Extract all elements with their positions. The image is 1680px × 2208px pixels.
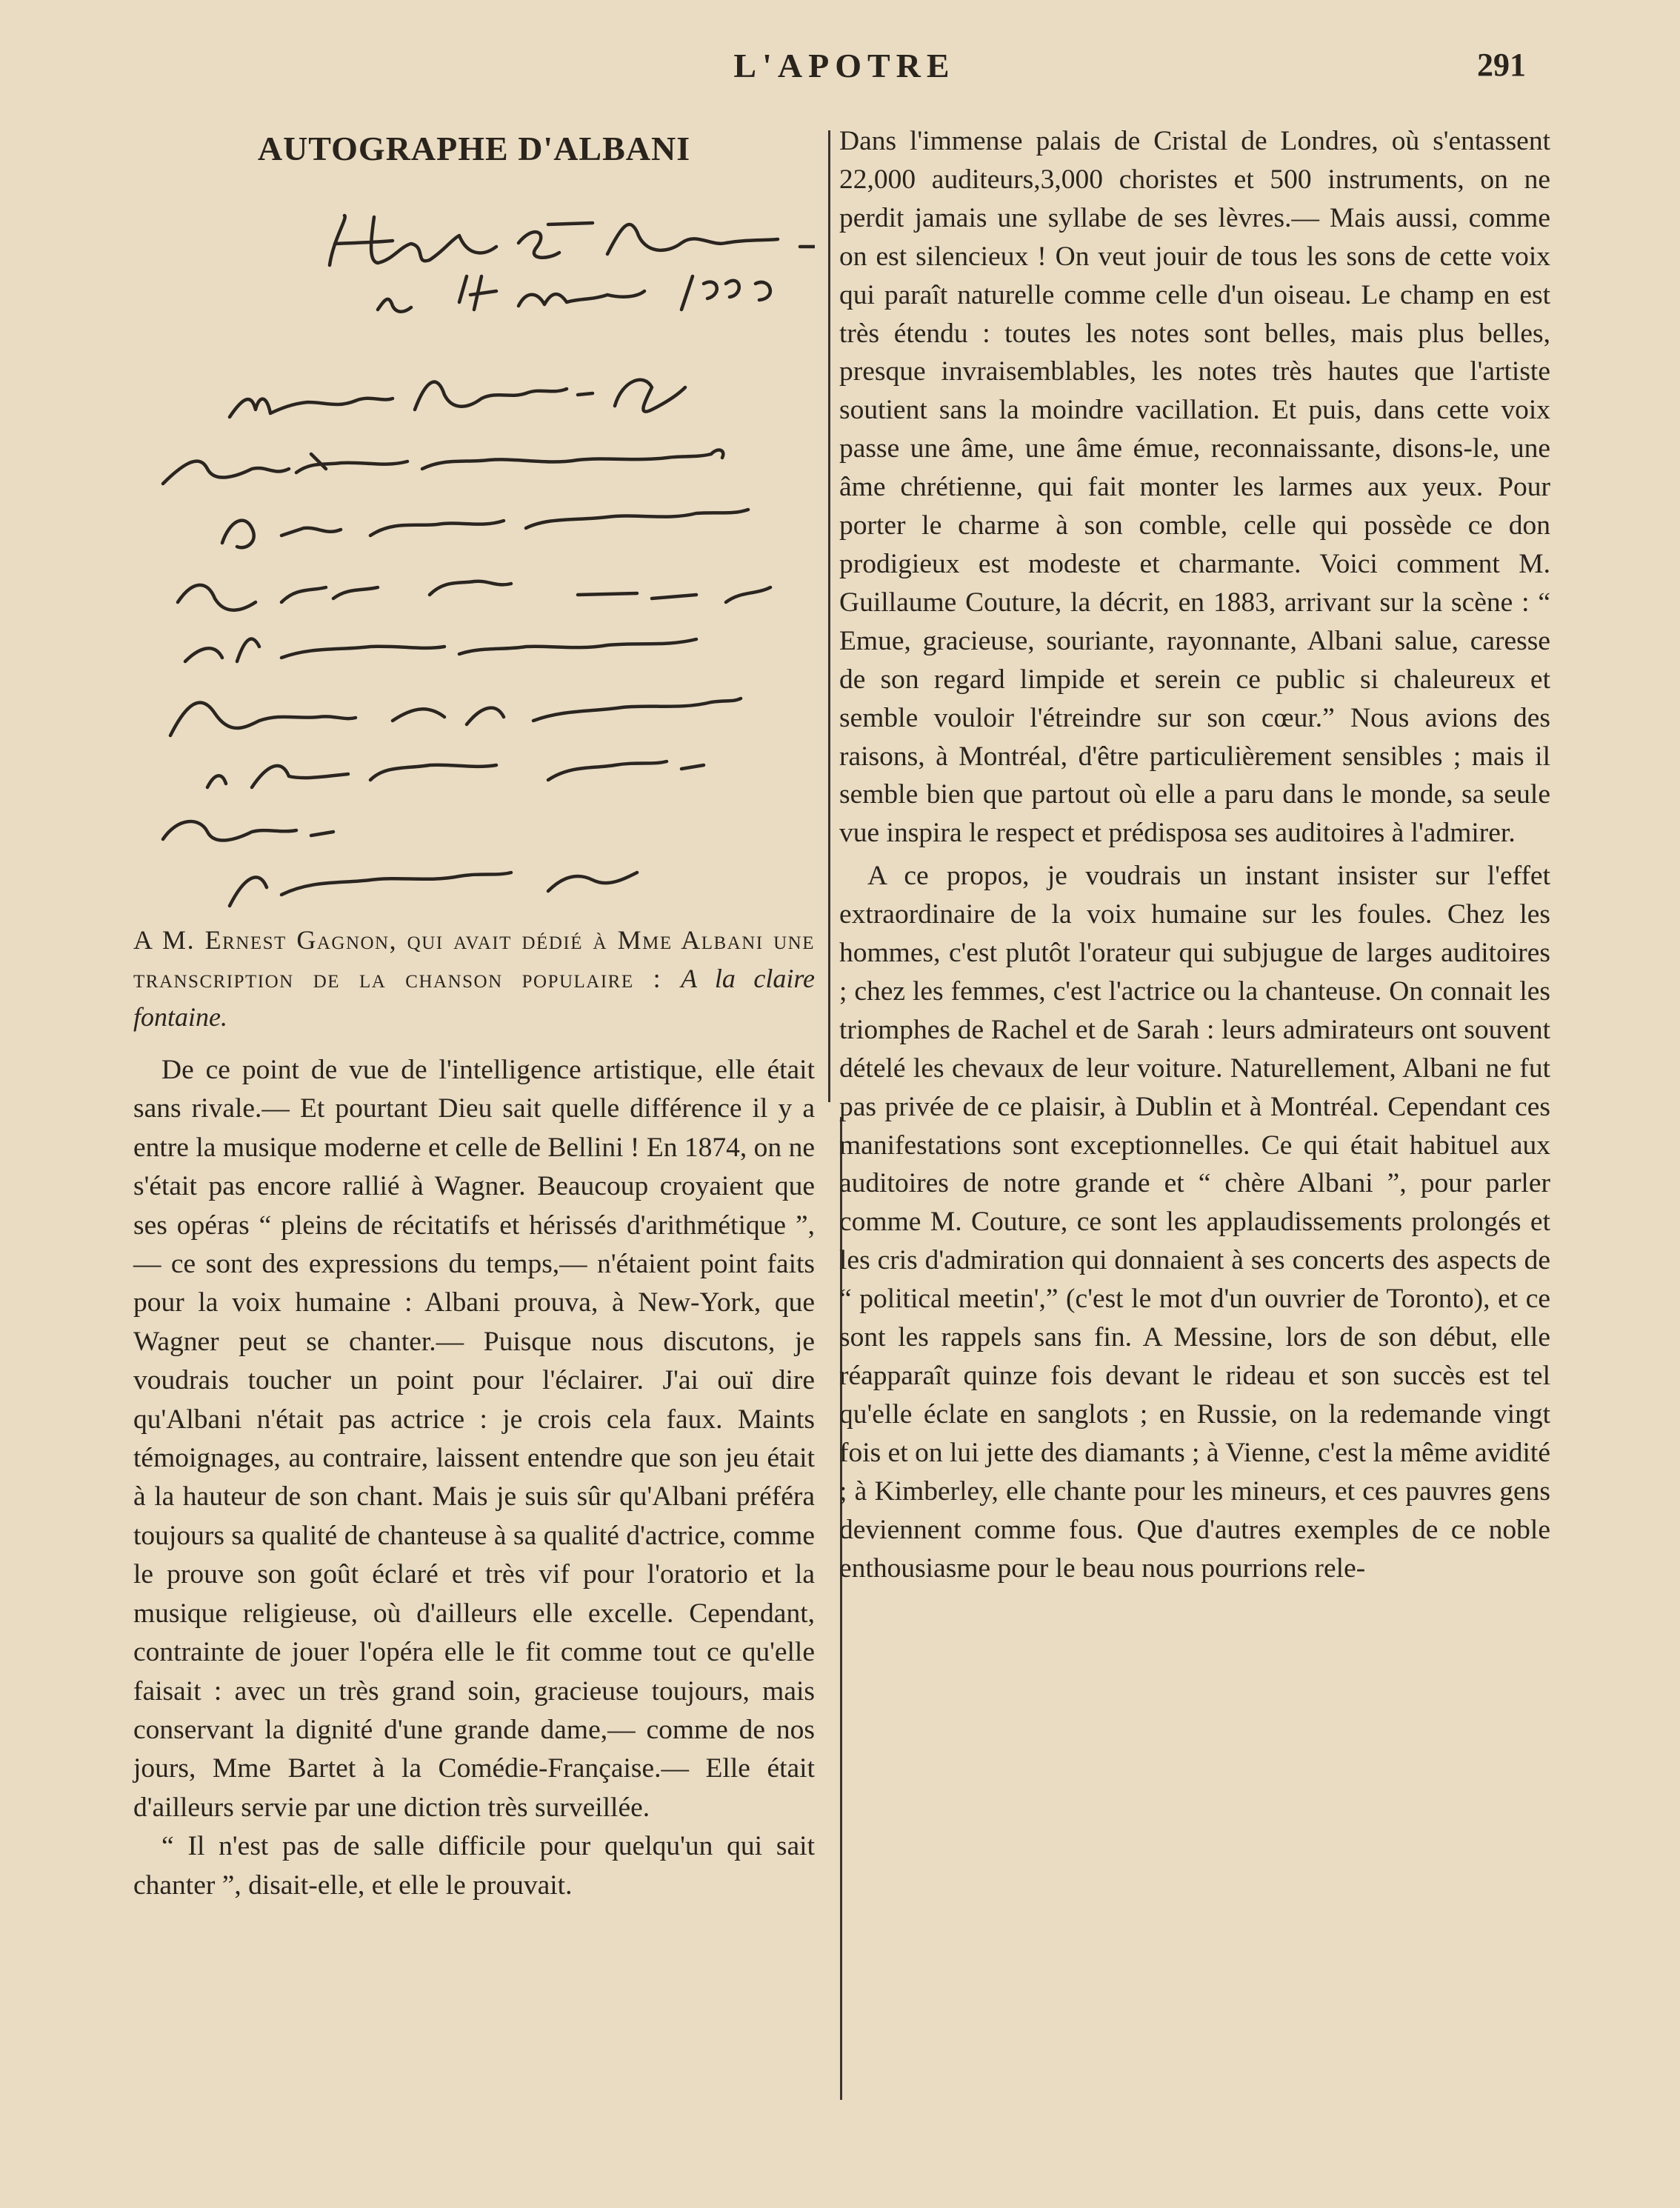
column-divider-upper [828, 130, 830, 1102]
page-number: 291 [1477, 47, 1526, 83]
autograph-ink [133, 173, 815, 913]
right-paragraph-2: A ce propos, je voudrais un instant insister sur l'effet extraordinaire de la voix humaine sur les foules. Chez les hommes, c'est plutôt l'orateur qui subjugue de larges auditoires ; chez les femmes, c'est l'actrice ou la chanteuse. On connait les triomphes de Rachel et de Sarah : leurs admirateurs ont souvent dételé les chevaux de leur voiture. Naturellement, Albani ne fut pas privée de ce plaisir, à Dublin et à Montréal. Cependant ces manifestations sont exceptionnelles. Ce qui était habituel aux auditoires de notre grande et “ chère Albani ”, pour parler comme M. Couture, ce sont les applaudissements prolongés et les cris d'admiration qui donnaient à ses concerts des aspects de “ political meetin',” (c'est le mot d'un ouvrier de Toronto), et ce sont les rappels sans fin. A Messine, lors de son début, elle réapparaît quinze fois devant le rideau et son succès est tel qu'elle éclate en sanglots ; en Russie, on la redemande vingt fois et on lui jette des diamants ; à Vienne, c'est la même avidité ; à Kimberley, elle chante pour les mineurs, et ces pauvres gens deviennent comme fous. Que d'autres exemples de ce noble enthousiasme pour le beau nous pourrions rele- [839, 861, 1550, 1584]
right-paragraph-1: Dans l'immense palais de Cristal de Londres, où s'entassent 22,000 auditeurs,3,000 choristes et 500 instruments, on ne perdit jamais une syllabe de ses lèvres.— Mais aussi, comme on est silencieux ! On veut jouir de tous les sons de cette voix qui paraît naturelle comme celle d'un oiseau. Le champ en est très étendu : toutes les notes sont belles, mais plus belles, presque invraisemblables, les notes très hautes que l'artiste soutient sans la moindre vacillation. Et puis, dans cette voix passe une âme, une âme émue, reconnaissante, disons-le, une âme chrétienne, qui fait monter les larmes aux yeux. Pour porter le charme à son comble, celle qui possède ce don prodigieux est modeste et charmante. Voici comment M. Guillaume Couture, la décrit, en 1883, arrivant sur la scène : “ Emue, gracieuse, souriante, rayonnante, Albani salue, caresse de son regard limpide et serein ce public si chaleureux et semble vouloir l'étreindre sur son cœur.” Nous avions des raisons, à Montréal, d'être particulièrement sensibles ; mais il semble bien que partout où elle a paru dans le monde, sa seule vue inspira le respect et prédisposa ses auditoires à l'admirer. [839, 126, 1550, 849]
left-paragraph-2: “ Il n'est pas de salle difficile pour quelqu'un qui sait chanter ”, disait-elle, et elle le prouvait. [133, 1831, 815, 1901]
left-paragraph-1: De ce point de vue de l'intelligence artistique, elle était sans rivale.— Et pourtant Dieu sait quelle différence il y a entre la musique moderne et celle de Bellini ! En 1874, on ne s'était pas encore rallié à Wagner. Beaucoup croyaient que ses opéras “ pleins de récitatifs et hérissés d'arithmétique ”,— ce sont des expressions du temps,— n'étaient point faits pour la voix humaine : Albani prouva, à New-York, que Wagner peut se chanter.— Puisque nous discutons, je voudrais toucher un point pour l'éclairer. J'ai ouï dire qu'Albani n'était pas actrice : je crois cela faux. Maints témoignages, au contraire, laissent entendre que son jeu était à la hauteur de son chant. Mais je suis sûr qu'Albani préféra toujours sa qualité de chanteuse à sa qualité d'actrice, comme le prouve son goût éclaré et très vif pour l'oratorio et la musique religieuse, où d'ailleurs elle excelle. Cependant, contrainte de jouer l'opéra elle le fit comme tout ce qu'elle faisait : avec un très grand soin, gracieuse toujours, mais conservant la dignité d'une grande dame,— comme de nos jours, Mme Bartet à la Comédie-Française.— Elle était d'ailleurs servie par une diction très surveillée. [133, 1055, 815, 1823]
caption-lead: A M. Ernest Gagnon, qui avait dédié à Mme Albani une transcription de la chanson populaire : [133, 925, 815, 993]
right-column [839, 122, 1550, 1587]
left-column [133, 124, 815, 1905]
autograph-title: AUTOGRAPHE D'ALBANI [257, 130, 691, 167]
running-header [0, 46, 1680, 98]
autograph-caption [133, 921, 815, 1036]
caption-song-title: A la claire fontaine. [133, 964, 815, 1032]
running-title: L'APOTRE [733, 47, 956, 84]
handwritten-autograph [133, 173, 815, 913]
